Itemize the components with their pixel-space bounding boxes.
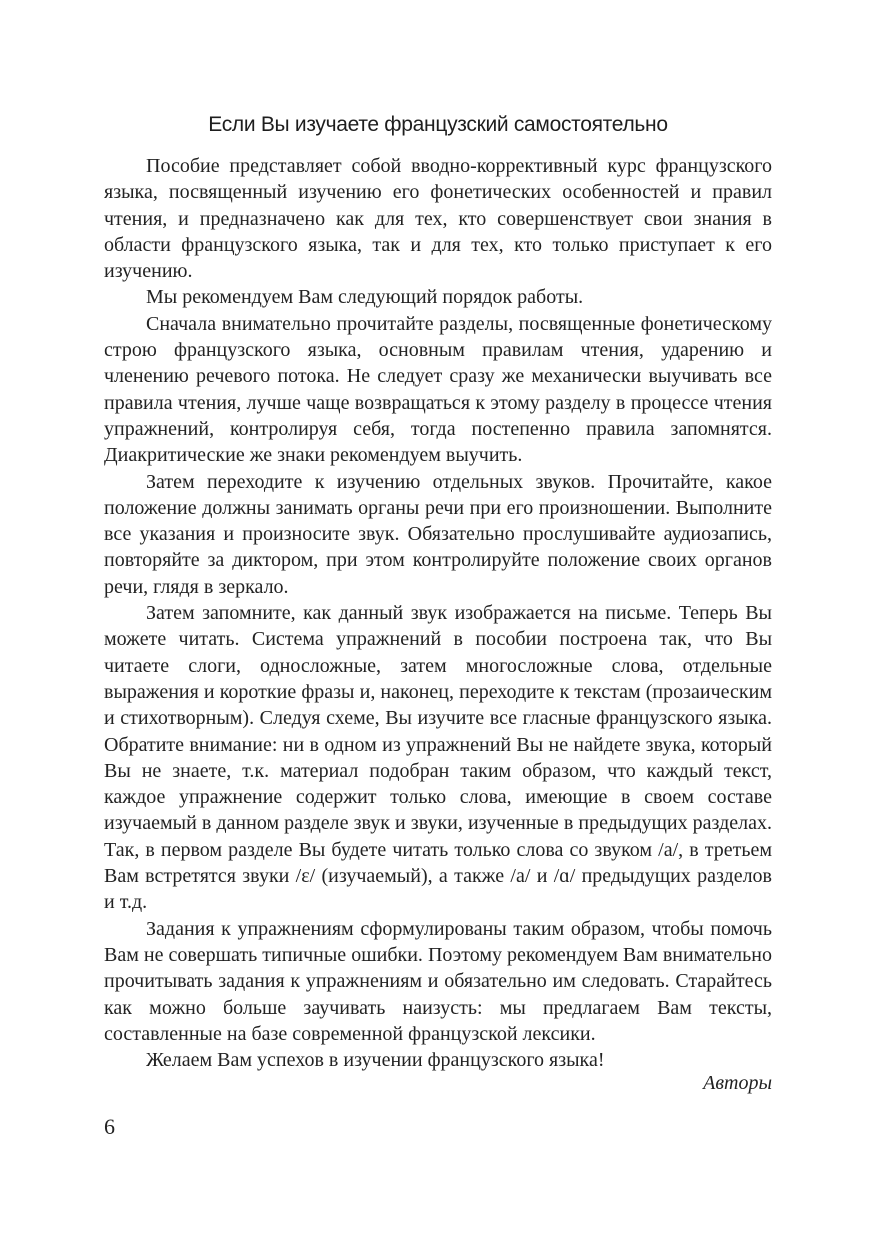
paragraph-tasks: Задания к упражнениям сформулированы таким образом, чтобы помочь Вам не совершать типичные ошибки. Поэтому рекомендуем Вам внимательно прочитывать задания к упражнениям и обязательно им следовать. Старайтесь как можно больше заучивать наизусть: мы предлагаем Вам тексты, составленные на базе современной французской лексики.: [104, 917, 772, 1045]
paragraph-phonetics: Сначала внимательно прочитайте разделы, посвященные фонетическому строю французского языка, основным правилам чтения, ударению и членению речевого потока. Не следует сразу же механически выучивать все правила чтения, лучше чаще возвращаться к этому разделу в процессе чтения упражнений, контролируя себя, тогда постепенно правила запомнятся. Диакритические же знаки рекомендуем выучить.: [104, 312, 772, 467]
page-title: Если Вы изучаете французский самостоятельно: [208, 113, 668, 136]
paragraph-recommendation: Мы рекомендуем Вам следующий порядок работы.: [146, 286, 584, 309]
paragraph-wishes: Желаем Вам успехов в изучении французского языка!: [146, 1049, 605, 1072]
paragraph-intro: Пособие представляет собой вводно-коррективный курс французского языка, посвященный изучению его фонетических особенностей и правил чтения, и предназначено как для тех, кто совершенствует свои знания в области французского языка, так и для тех, кто только приступает к его изучению.: [104, 155, 772, 283]
paragraph-sounds: Затем переходите к изучению отдельных звуков. Прочитайте, какое положение должны занимать органы речи при его произношении. Выполните все указания и произносите звук. Обязательно прослушивайте аудиозапись, повторяйте за диктором, при этом контролируйте положение своих органов речи, глядя в зеркало.: [104, 470, 772, 598]
paragraph-exercises: Затем запомните, как данный звук изображается на письме. Теперь Вы можете читать. Система упражнений в пособии построена так, что Вы читаете слоги, односложные, затем многосложные слова, отдельные выражения и короткие фразы и, наконец, переходите к текстам (прозаическим и стихотворным). Следуя схеме, Вы изучите все гласные французского языка. Обратите внимание: ни в одном из упражнений Вы не найдете звука, который Вы не знаете, т.к. материал подобран таким образом, что каждый текст, каждое упражнение содержит только слова, имеющие в своем составе изучаемый в данном разделе звук и звуки, изученные в предыдущих разделах. Так, в первом разделе Вы будете читать только слова со звуком /a/, в третьем Вам встретятся звуки /ɛ/ (изучаемый), а также /a/ и /ɑ/ предыдущих разделов и т.д.: [104, 602, 772, 914]
body-text: [104, 153, 772, 1073]
authors-signature: Авторы: [703, 1072, 772, 1094]
page-number: 6: [104, 1114, 115, 1139]
